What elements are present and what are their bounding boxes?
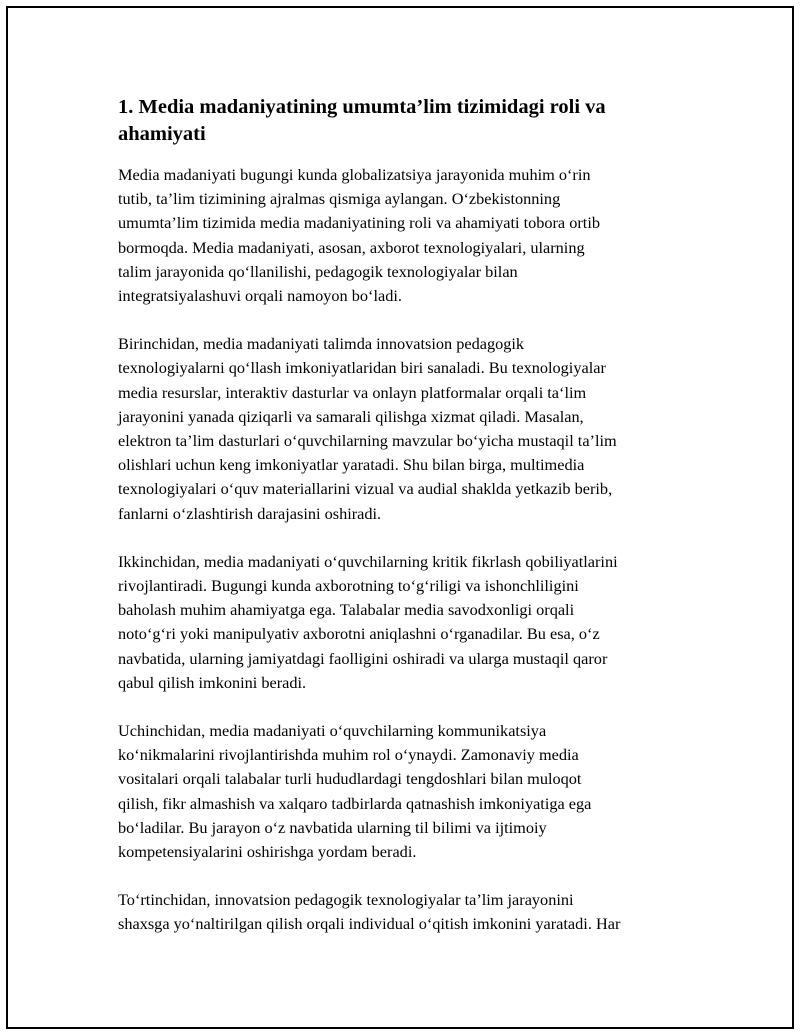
text-line: texnologiyalarni qoʻllash imkoniyatlaridan biri sanaladi. Bu texnologiyalar	[118, 358, 606, 378]
text-line: Uchinchidan, media madaniyati oʻquvchilarning kommunikatsiya	[118, 721, 547, 741]
text-line: qabul qilish imkonini beradi.	[118, 672, 307, 692]
text-line: vositalari orqali talabalar turli hududlardagi tengdoshlari bilan muloqot	[118, 769, 582, 789]
text-line: jarayonini yanada qiziqarli va samarali qilishga xizmat qiladi. Masalan,	[118, 406, 584, 426]
paragraph-first	[118, 332, 698, 526]
text-line: kompetensiyalarini oshirishga yordam beradi.	[118, 842, 417, 862]
text-line: baholash muhim ahamiyatga ega. Talabalar media savodxonligi orqali	[118, 600, 575, 620]
text-line: umumta’lim tizimida media madaniyatining roli va ahamiyati tobora ortib	[118, 213, 600, 233]
text-line: koʻnikmalarini rivojlantirishda muhim rol oʻynaydi. Zamonaviy media	[118, 745, 579, 765]
text-line: bormoqda. Media madaniyati, asosan, axborot texnologiyalari, ularning	[118, 237, 585, 257]
title-line: 1. Media madaniyatining umumta’lim tizimidagi roli va	[118, 96, 606, 118]
text-line: tutib, ta’lim tizimining ajralmas qismiga aylangan. Oʻzbekistonning	[118, 189, 561, 209]
text-line: Birinchidan, media madaniyati talimda innovatsion pedagogik	[118, 334, 525, 354]
text-line: notoʻgʻri yoki manipulyativ axborotni aniqlashni oʻrganadilar. Bu esa, oʻz	[118, 624, 600, 644]
text-line: texnologiyalari oʻquv materiallarini vizual va audial shaklda yetkazib berib,	[118, 479, 613, 499]
text-line: navbatida, ularning jamiyatdagi faolligini oshiradi va ularga mustaqil qaror	[118, 648, 608, 668]
text-line: Ikkinchidan, media madaniyati oʻquvchilarning kritik fikrlash qobiliyatlarini	[118, 551, 618, 571]
text-line: olishlari uchun keng imkoniyatlar yaratadi. Shu bilan birga, multimedia	[118, 455, 585, 475]
text-line: talim jarayonida qoʻllanilishi, pedagogik texnologiyalar bilan	[118, 261, 518, 281]
text-line: Media madaniyati bugungi kunda globalizatsiya jarayonida muhim oʻrin	[118, 165, 591, 184]
text-line: fanlarni oʻzlashtirish darajasini oshiradi.	[118, 503, 382, 523]
text-line: qilish, fikr almashish va xalqaro tadbirlarda qatnashish imkoniyatiga ega	[118, 793, 592, 813]
text-line: shaxsga yoʻnaltirilgan qilish orqali individual oʻqitish imkonini yaratadi. Har	[118, 914, 621, 934]
section-title	[118, 94, 698, 148]
text-line: Toʻrtinchidan, innovatsion pedagogik texnologiyalar ta’lim jarayonini	[118, 890, 574, 910]
text-line: integratsiyalashuvi orqali namoyon boʻladi.	[118, 286, 402, 306]
text-line: rivojlantiradi. Bugungi kunda axborotning toʻgʻriligi va ishonchliligini	[118, 576, 579, 596]
text-line: boʻladilar. Bu jarayon oʻz navbatida ularning til bilimi va ijtimoiy	[118, 817, 547, 837]
text-line: media resurslar, interaktiv dasturlar va onlayn platformalar orqali taʻlim	[118, 382, 587, 402]
paragraph-second	[118, 550, 698, 695]
document-body	[118, 94, 698, 961]
title-line: ahamiyati	[118, 123, 206, 145]
text-line: elektron ta’lim dasturlari oʻquvchilarning mavzular boʻyicha mustaqil ta’lim	[118, 431, 617, 451]
paragraph-fourth	[118, 888, 698, 936]
paragraph-intro	[118, 163, 698, 308]
paragraph-third	[118, 719, 698, 864]
